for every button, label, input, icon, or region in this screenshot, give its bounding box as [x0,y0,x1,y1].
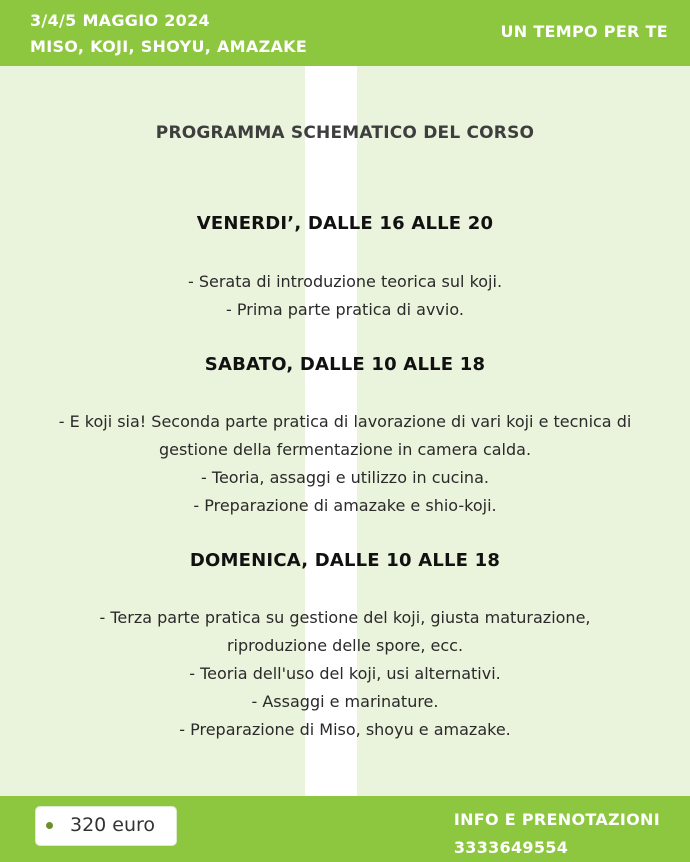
list-item: gestione della fermentazione in camera calda. [158,440,532,459]
price-label: 320 euro [70,814,156,836]
list-item: - Teoria dell'uso del koji, usi alternativi. [189,664,501,683]
list-item: - Preparazione di Miso, shoyu e amazake. [179,720,511,739]
info-label: INFO E PRENOTAZIONI [453,810,660,829]
footer-bar [0,796,690,862]
page-title: PROGRAMMA SCHEMATICO DEL CORSO [155,123,535,143]
list-item: - Assaggi e marinature. [251,692,439,711]
header-bar [0,0,690,66]
list-item: riproduzione delle spore, ecc. [226,636,464,655]
phone-number[interactable]: 3333649554 [453,838,569,857]
list-item: - Serata di introduzione teorica sul koji. [187,272,503,291]
list-item: - Teoria, assaggi e utilizzo in cucina. [201,468,489,487]
day-title-sunday: DOMENICA, DALLE 10 ALLE 18 [189,550,501,571]
day-lines-friday [0,268,690,324]
course-dates: 3/4/5 MAGGIO 2024 [30,11,210,30]
day-lines-sunday [0,604,690,744]
tag-hole-icon [46,822,53,829]
day-title-friday: VENERDI’, DALLE 16 ALLE 20 [196,213,494,234]
list-item: - Prima parte pratica di avvio. [226,300,464,319]
list-item: - Preparazione di amazake e shio-koji. [193,496,497,515]
contact-info [454,806,660,862]
header-dates-block [30,8,307,60]
course-subtitle: MISO, KOJI, SHOYU, AMAZAKE [30,37,308,56]
list-item: - E koji sia! Seconda parte pratica di lavorazione di vari koji e tecnica di [58,412,632,431]
day-title-saturday: SABATO, DALLE 10 ALLE 18 [204,354,486,375]
day-lines-saturday [0,408,690,520]
price-tag [36,807,176,845]
tagline: UN TEMPO PER TE [500,22,668,41]
program-content [0,66,690,796]
list-item: - Terza parte pratica su gestione del koji, giusta maturazione, [99,608,591,627]
